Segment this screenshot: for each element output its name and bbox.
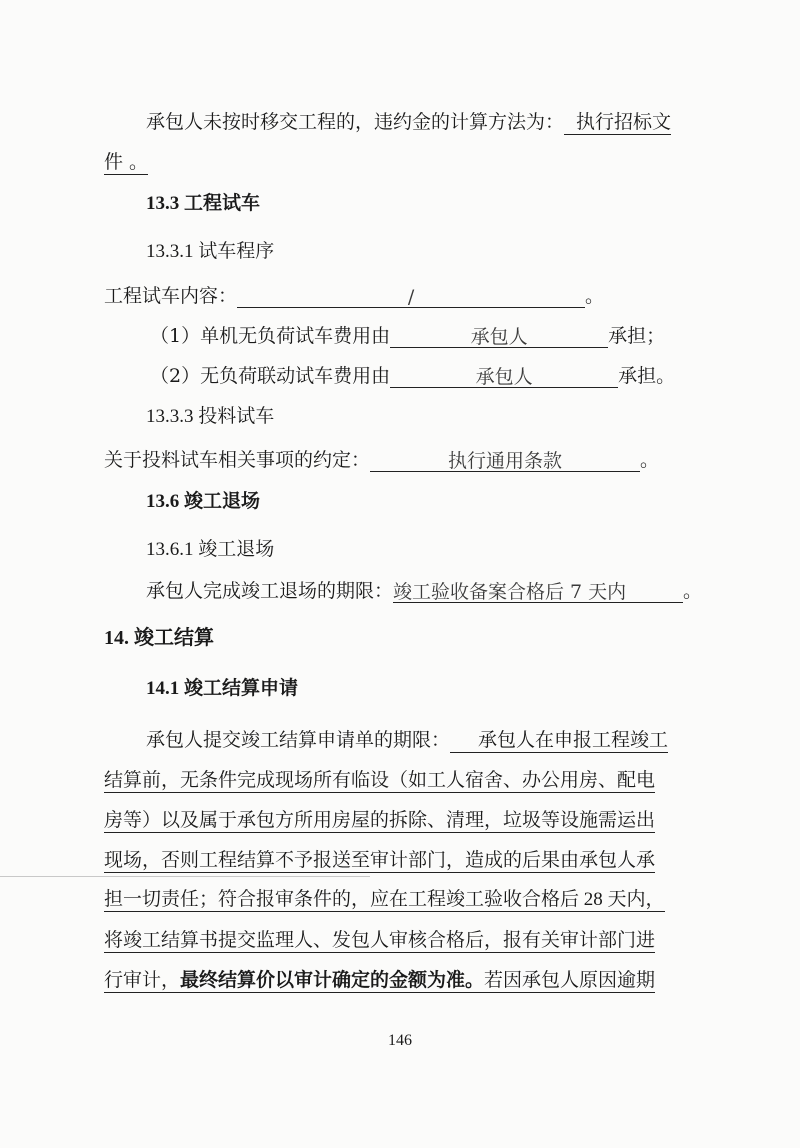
no-load-single-value: 承包人 — [390, 325, 608, 348]
section-13-3-1-heading: 13.3.1 试车程序 — [146, 241, 275, 262]
penalty-method-continuation — [104, 150, 148, 174]
settlement-text-7c: 若因承包人原因逾期 — [484, 969, 656, 991]
settlement-text-7a: 行审计， — [104, 969, 181, 991]
settlement-text-1: 承包人在申报工程竣工 — [450, 729, 668, 753]
section-13-6-heading: 13.6 竣工退场 — [146, 491, 261, 512]
penalty-method-label: 承包人未按时移交工程的，违约金的计算方法为： — [146, 111, 565, 133]
settlement-text-6: 将竣工结算书提交监理人、发包人审核合格后，报有关审计部门进 — [104, 929, 656, 951]
feed-trial-label: 关于投料试车相关事项的约定： — [104, 449, 371, 471]
penalty-method-line — [146, 110, 671, 134]
scan-artifact-line — [0, 876, 370, 877]
exit-deadline-line — [146, 579, 702, 603]
trial-content-label: 工程试车内容： — [104, 285, 238, 307]
settlement-line-6 — [104, 928, 655, 952]
no-load-single-label: （1）单机无负荷试车费用由 — [150, 325, 391, 347]
trial-content-end: 。 — [585, 285, 605, 307]
feed-trial-value: 执行通用条款 — [370, 449, 640, 472]
exit-deadline-value: 竣工验收备案合格后 7 天内 — [393, 580, 683, 603]
settlement-line-5 — [104, 888, 665, 912]
section-13-3-heading: 13.3 工程试车 — [146, 193, 261, 214]
trial-content-line — [104, 284, 604, 308]
exit-deadline-label: 承包人完成竣工退场的期限： — [146, 580, 394, 602]
no-load-linked-value: 承包人 — [390, 365, 618, 388]
no-load-single-line — [150, 324, 665, 348]
section-14-heading: 14. 竣工结算 — [104, 627, 214, 649]
settlement-line-1 — [146, 728, 668, 752]
settlement-text-3: 房等）以及属于承包方所用房屋的拆除、清理，垃圾等设施需运出 — [104, 809, 656, 831]
no-load-linked-label: （2）无负荷联动试车费用由 — [150, 365, 391, 387]
no-load-linked-end: 承担。 — [618, 365, 676, 387]
no-load-linked-line — [150, 364, 675, 388]
exit-deadline-end: 。 — [683, 580, 703, 602]
feed-trial-end: 。 — [640, 449, 660, 471]
penalty-method-value-end: 件 。 — [104, 151, 149, 173]
settlement-text-2: 结算前，无条件完成现场所有临设（如工人宿舍、办公用房、配电 — [104, 769, 656, 791]
trial-content-value: / — [237, 285, 585, 308]
settlement-line-7 — [104, 968, 655, 992]
no-load-single-end: 承担； — [608, 325, 666, 347]
feed-trial-line — [104, 448, 659, 472]
settlement-line-2 — [104, 768, 655, 792]
settlement-line-4 — [104, 848, 655, 872]
penalty-method-value: 执行招标文 — [564, 111, 671, 135]
section-13-6-1-heading: 13.6.1 竣工退场 — [146, 539, 275, 560]
settlement-deadline-label: 承包人提交竣工结算申请单的期限： — [146, 729, 451, 751]
settlement-text-4: 现场，否则工程结算不予报送至审计部门，造成的后果由承包人承 — [104, 849, 656, 871]
settlement-text-5: 担一切责任；符合报审条件的，应在工程竣工验收合格后 28 天内， — [104, 889, 665, 910]
settlement-line-3 — [104, 808, 655, 832]
page-number: 146 — [388, 1032, 412, 1049]
section-14-1-heading: 14.1 竣工结算申请 — [146, 678, 299, 699]
settlement-text-7b: 最终结算价以审计确定的金额为准。 — [180, 969, 485, 991]
section-13-3-3-heading: 13.3.3 投料试车 — [146, 406, 275, 427]
